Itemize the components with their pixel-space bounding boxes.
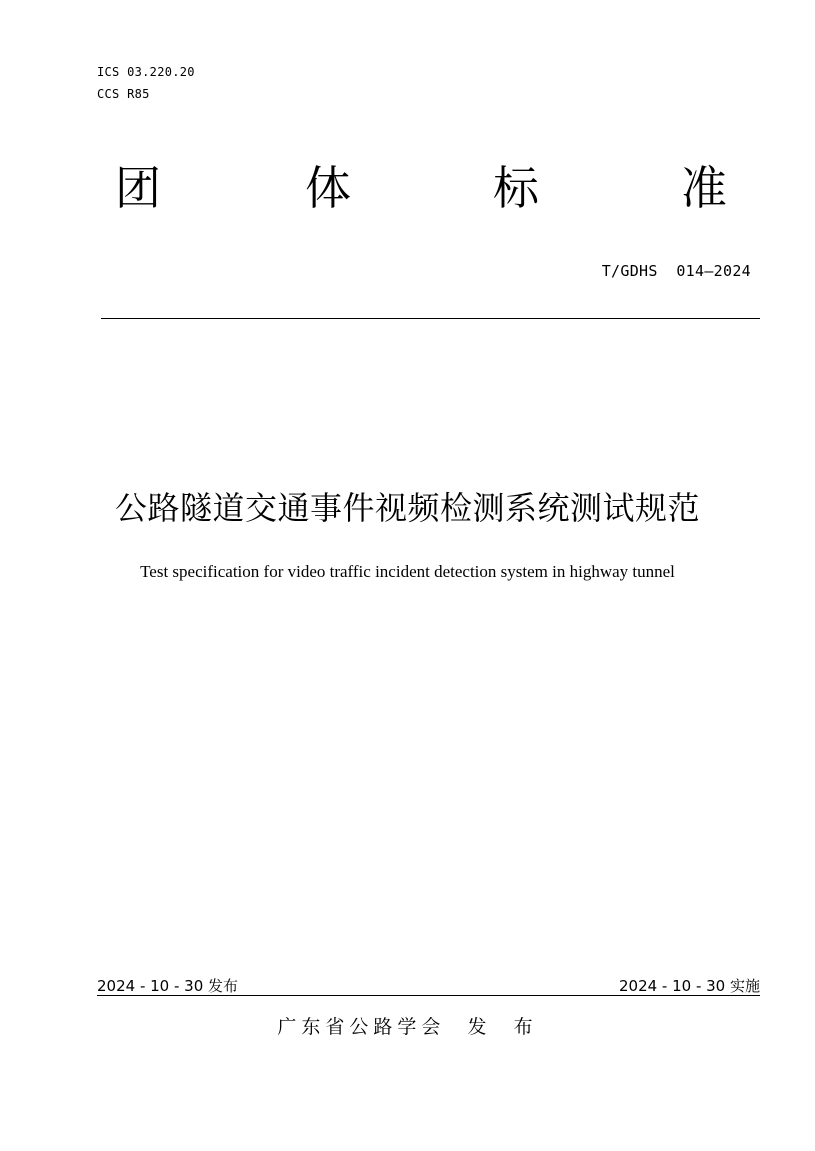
ics-code: ICS 03.220.20 xyxy=(97,65,195,79)
implementation-date: 2024 - 10 - 30 实施 xyxy=(618,977,760,995)
standard-type-char-4: 准 xyxy=(681,161,727,215)
standard-type-char-3: 标 xyxy=(493,161,539,215)
header-divider xyxy=(101,318,760,319)
standard-type-char-1: 团 xyxy=(115,161,161,215)
standard-number: T/GDHS 014—2024 xyxy=(601,262,751,280)
publisher: 广东省公路学会 发 布 xyxy=(277,1016,538,1038)
standard-type-char-2: 体 xyxy=(305,161,351,215)
title-english: Test specification for video traffic incident detection system in highway tunnel xyxy=(140,562,675,581)
footer-divider xyxy=(97,995,760,996)
issue-date: 2024 - 10 - 30 发布 xyxy=(97,977,239,995)
title-chinese: 公路隧道交通事件视频检测系统测试规范 xyxy=(114,489,700,527)
ccs-code: CCS R85 xyxy=(97,87,150,101)
